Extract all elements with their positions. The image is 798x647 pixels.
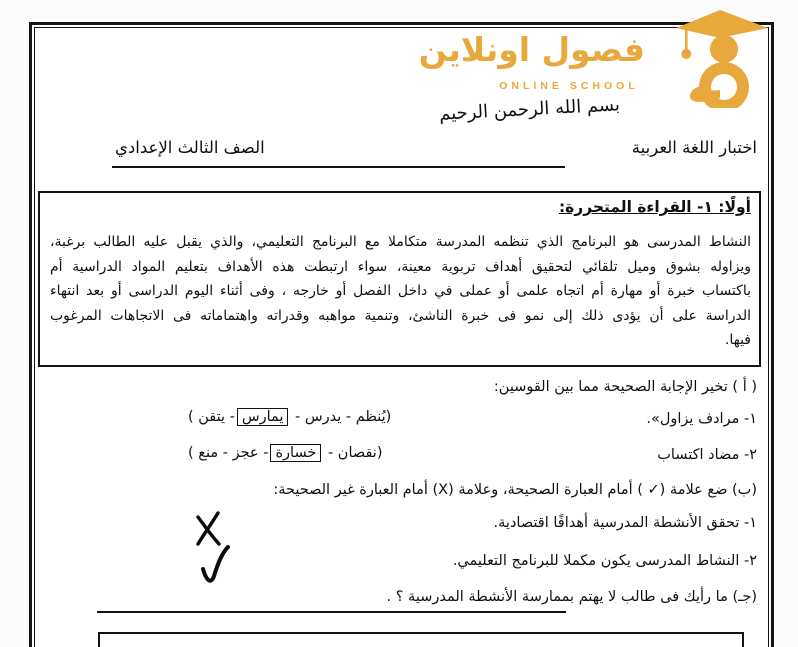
selected-answer-box: يمارس (237, 408, 289, 426)
selected-answer-box: خسارة (270, 444, 321, 462)
question-2-options (188, 444, 382, 462)
brand-name-arabic: فصول اونلاين (418, 30, 645, 69)
options-text: (نقصان - (323, 445, 383, 461)
paragraph-line: ويزاوله بشوق وميل تلقائي لتحقيق أهداف تربوية معينة، سواء ارتبطت هذه الأهداف بتعليم المواد الدراسية أم (50, 258, 751, 275)
options-text: (يُنظم - يدرس - (290, 409, 392, 425)
part-a-prompt: ( أ ) تخير الإجابة الصحيحة مما بين القوسين: (493, 379, 757, 395)
header-underline (112, 166, 565, 168)
bismillah-calligraphy: بسم الله الرحمن الرحيم (438, 94, 621, 125)
paragraph-line: النشاط المدرسى هو البرنامج الذي تنظمه المدرسة متكاملا مع البرنامج التعليمي، والذي يقبل عليه الطالب برغبة، (50, 234, 751, 250)
reading-passage-box (38, 191, 761, 367)
question-2-label: ٢- مضاد اكتساب (657, 447, 757, 463)
next-section-box (98, 632, 744, 647)
paragraph-line: الدراسة على أن يؤدى ذلك إلى نمو فى خبرة الناشئ، وتنمية مواهبه وقدراته واهتماماته فى الاتجاهات المرغوب (50, 307, 751, 324)
exam-title: اختبار اللغة العربية (631, 138, 757, 157)
handwritten-check-mark-icon (199, 544, 231, 589)
statement-1: ١- تحقق الأنشطة المدرسية أهدافًا اقتصادية. (493, 515, 757, 531)
options-text: - يتقن ) (188, 409, 235, 425)
part-b-prompt: (ب) ضع علامة (✓ ) أمام العبارة الصحيحة، وعلامة (X) أمام العبارة غير الصحيحة: (273, 482, 757, 498)
reading-paragraph (50, 230, 751, 353)
paragraph-line: فيها. (724, 332, 751, 348)
paragraph-line: باكتساب خبرة أو مهارة أم اتجاه علمى أو عملى في داخل الفصل أو خارجه ، وفى أثناء اليوم الدراسى أو بعد انتهاء (50, 283, 751, 299)
handwritten-x-mark-icon (195, 509, 222, 547)
part-c-prompt: (جـ) ما رأيك فى طالب لا يهتم بممارسة الأنشطة المدرسية ؟ . (386, 589, 757, 605)
statement-2: ٢- النشاط المدرسى يكون مكملا للبرنامج التعليمي. (452, 553, 757, 569)
graduation-cap-logo-icon (668, 2, 772, 108)
options-text: - عجز - منع ) (188, 445, 269, 461)
question-1-options (188, 408, 391, 426)
section-one-title: أولًا: ١- القراءة المتحررة: (558, 198, 751, 216)
brand-name-english: ONLINE SCHOOL (499, 80, 639, 92)
question-1-label: ١- مرادف يزاول». (646, 411, 757, 427)
answer-writing-line (97, 611, 566, 613)
grade-label: الصف الثالث الإعدادي (115, 138, 265, 157)
